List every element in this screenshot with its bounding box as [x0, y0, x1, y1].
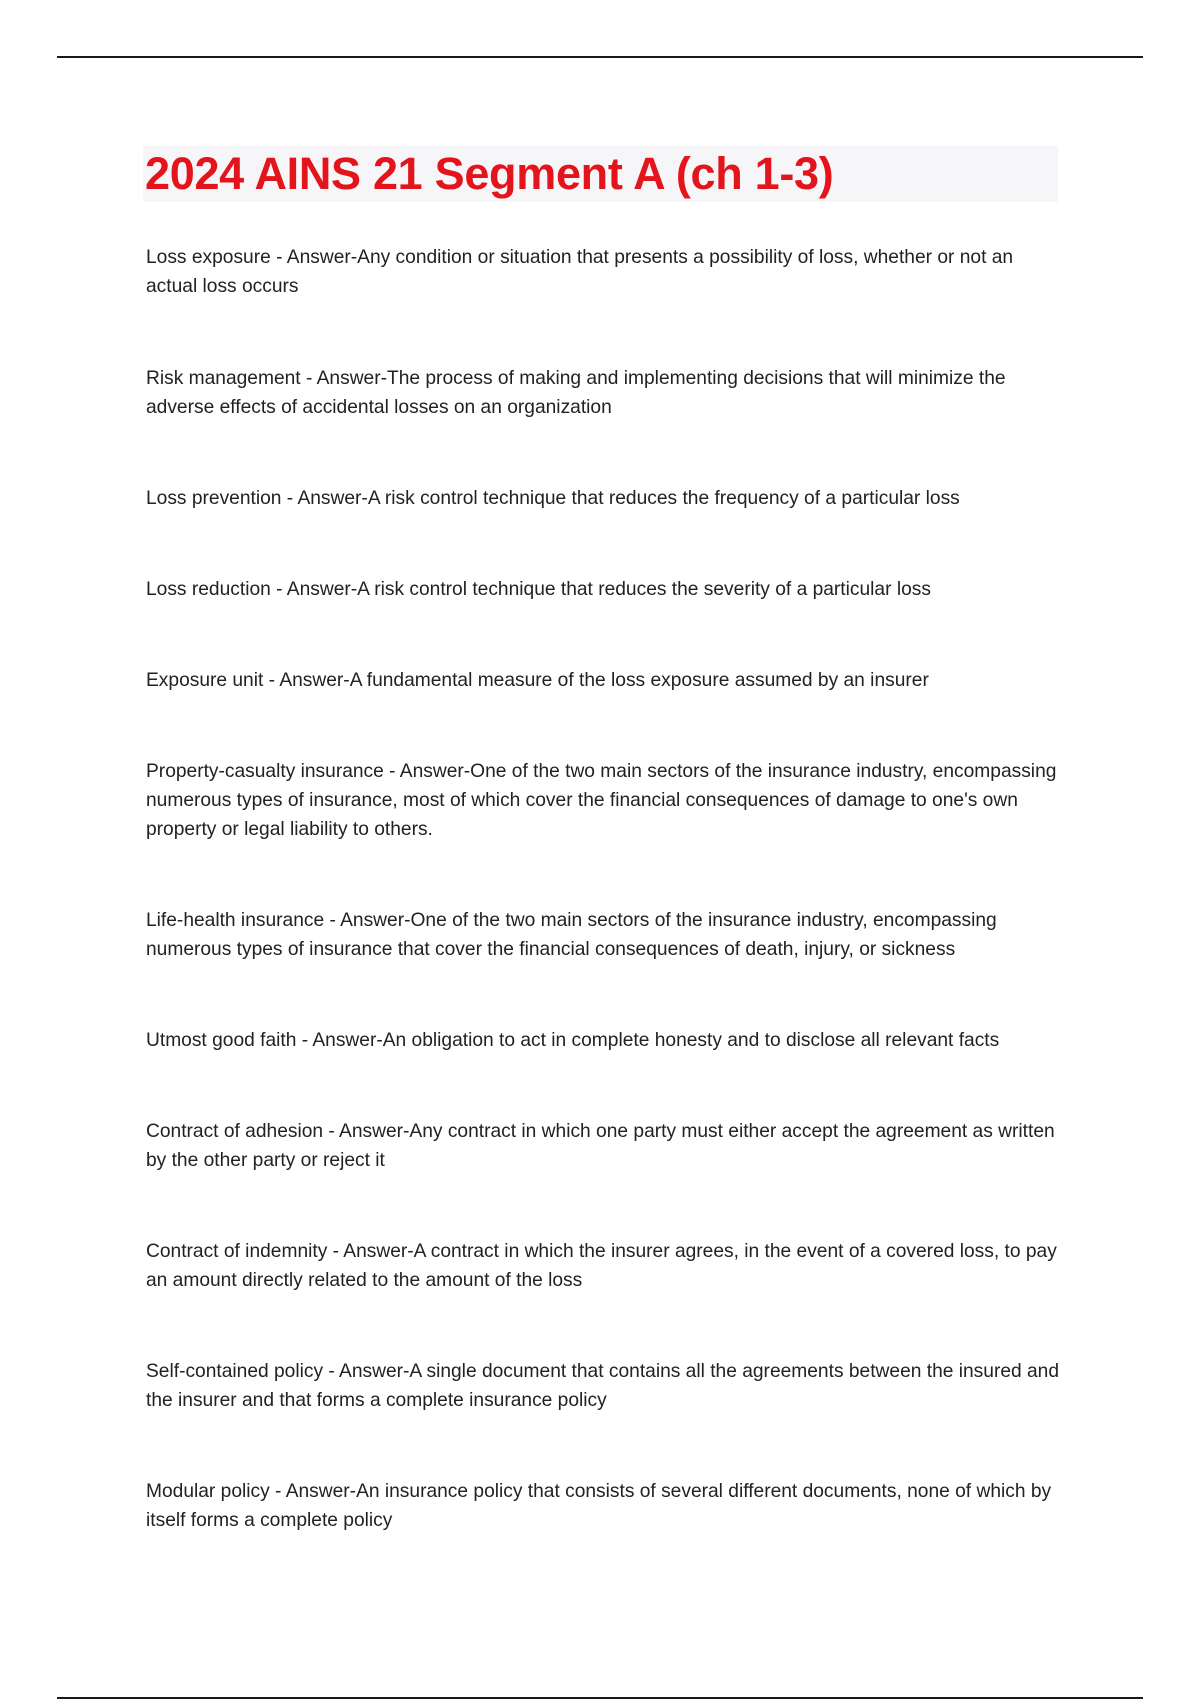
definition-entry: Life-health insurance - Answer-One of the two main sectors of the insurance industry, encompassing numerous types of insurance that cover the financial consequences of death, injury, or sickness [146, 910, 997, 960]
definition-entry: Loss prevention - Answer-A risk control technique that reduces the frequency of a particular loss [146, 488, 960, 509]
definition-entry: Loss reduction - Answer-A risk control technique that reduces the severity of a particular loss [146, 579, 931, 600]
definition-list [146, 243, 1066, 1535]
bottom-divider [57, 1697, 1143, 1699]
definition-entry: Contract of adhesion - Answer-Any contract in which one party must either accept the agreement as written by the other party or reject it [146, 1121, 1055, 1171]
definition-entry: Exposure unit - Answer-A fundamental measure of the loss exposure assumed by an insurer [146, 670, 929, 691]
document-title: 2024 AINS 21 Segment A (ch 1-3) [145, 148, 834, 199]
definition-entry: Risk management - Answer-The process of making and implementing decisions that will minimize the adverse effects of accidental losses on an organization [146, 368, 1006, 418]
definition-entry: Property-casualty insurance - Answer-One of the two main sectors of the insurance industry, encompassing numerous types of insurance, most of which cover the financial consequences of damage to one's own property or legal liability to others. [146, 761, 1057, 840]
definition-entry: Self-contained policy - Answer-A single document that contains all the agreements between the insured and the insurer and that forms a complete insurance policy [146, 1361, 1060, 1411]
top-divider [57, 56, 1143, 58]
definition-entry: Modular policy - Answer-An insurance policy that consists of several different documents, none of which by itself forms a complete policy [146, 1481, 1052, 1531]
definition-entry: Utmost good faith - Answer-An obligation to act in complete honesty and to disclose all relevant facts [146, 1030, 1000, 1051]
definition-entry: Contract of indemnity - Answer-A contract in which the insurer agrees, in the event of a covered loss, to pay an amount directly related to the amount of the loss [146, 1241, 1057, 1291]
definition-entry: Loss exposure - Answer-Any condition or situation that presents a possibility of loss, whether or not an actual loss occurs [146, 247, 1014, 297]
